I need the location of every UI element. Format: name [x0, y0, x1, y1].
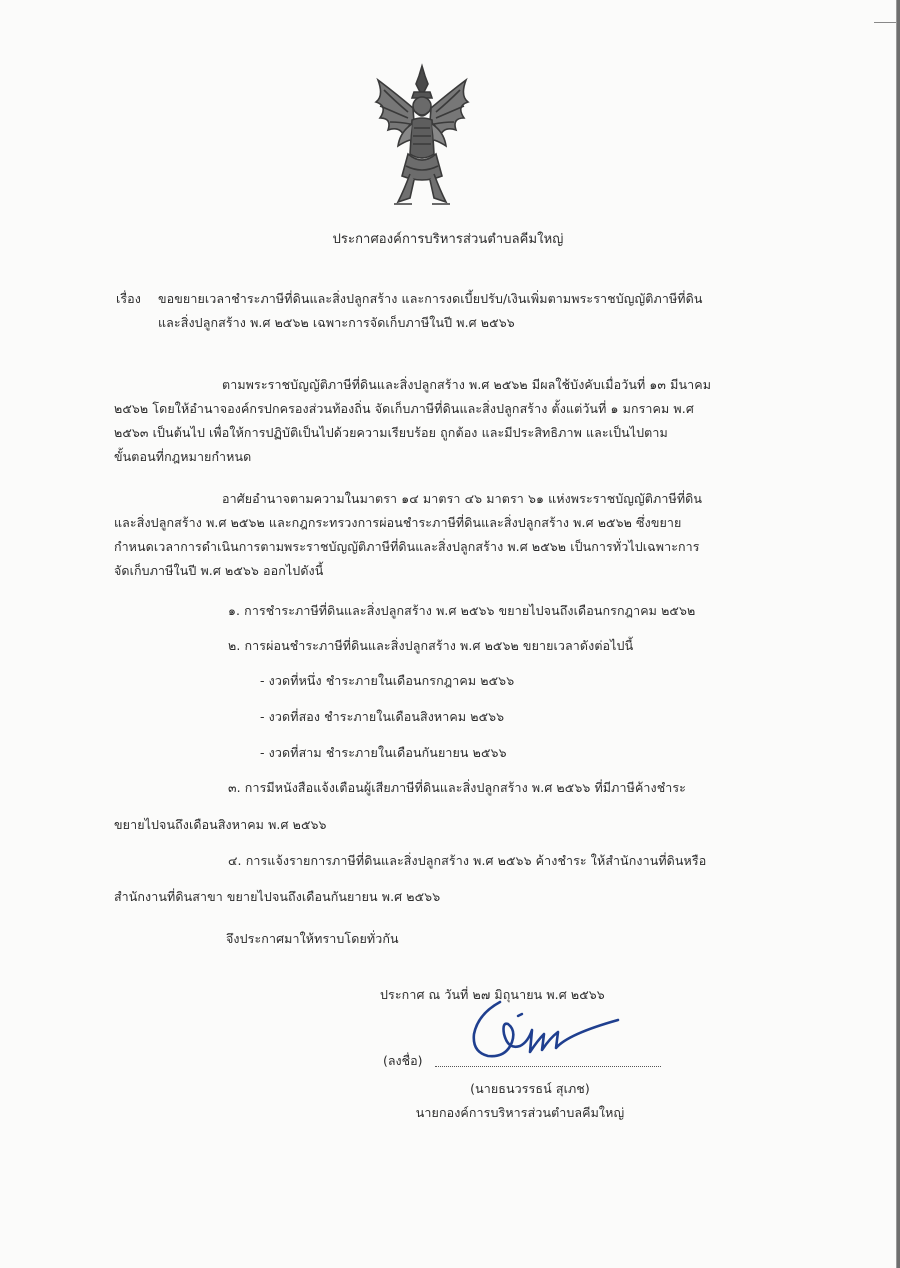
- paragraph-line: ขั้นตอนที่กฎหมายกำหนด: [114, 449, 252, 464]
- list-item: ๔. การแจ้งรายการภาษีที่ดินและสิ่งปลูกสร้าง พ.ศ ๒๕๖๖ ค้างชำระ ให้สำนักงานที่ดินหรือ: [228, 853, 707, 868]
- paragraph-line: ๒๕๖๒ โดยให้อำนาจองค์กรปกครองส่วนท้องถิ่น จัดเก็บภาษีที่ดินและสิ่งปลูกสร้าง ตั้งแต่วันที่ ๑ มกราคม พ.ศ: [114, 401, 694, 416]
- paragraph-line: อาศัยอำนาจตามความในมาตรา ๑๔ มาตรา ๔๖ มาตรา ๖๑ แห่งพระราชบัญญัติภาษีที่ดิน: [222, 491, 703, 506]
- signer-title: นายกองค์การบริหารส่วนตำบลคีมใหญ่: [415, 1105, 625, 1120]
- list-item: ๒. การผ่อนชำระภาษีที่ดินและสิ่งปลูกสร้าง พ.ศ ๒๕๖๒ ขยายเวลาดังต่อไปนี้: [228, 638, 634, 653]
- list-item: ๓. การมีหนังสือแจ้งเตือนผู้เสียภาษีที่ดินและสิ่งปลูกสร้าง พ.ศ ๒๕๖๖ ที่มีภาษีค้างชำระ: [228, 780, 686, 795]
- list-item-continuation: สำนักงานที่ดินสาขา ขยายไปจนถึงเดือนกันยายน พ.ศ ๒๕๖๖: [114, 889, 441, 904]
- page-edge-mark: [874, 22, 896, 23]
- subject-label: เรื่อง: [116, 291, 141, 306]
- garuda-emblem-icon: [370, 62, 474, 212]
- handwritten-signature: [458, 994, 633, 1074]
- list-item-continuation: ขยายไปจนถึงเดือนสิงหาคม พ.ศ ๒๕๖๖: [114, 817, 327, 832]
- subject-line: ขอขยายเวลาชำระภาษีที่ดินและสิ่งปลูกสร้าง และการงดเบี้ยปรับ/เงินเพิ่มตามพระราชบัญญัติภาษีที่ดิน: [158, 291, 703, 306]
- sub-list-item: - งวดที่สอง ชำระภายในเดือนสิงหาคม ๒๕๖๖: [260, 709, 505, 724]
- paragraph-line: ๒๕๖๓ เป็นต้นไป เพื่อให้การปฏิบัติเป็นไปด้วยความเรียบร้อย ถูกต้อง และมีประสิทธิภาพ และเป็นไปตาม: [114, 425, 668, 440]
- paragraph-line: จัดเก็บภาษีในปี พ.ศ ๒๕๖๖ ออกไปดังนี้: [114, 563, 324, 578]
- page-title: ประกาศองค์การบริหารส่วนตำบลคีมใหญ่: [332, 232, 564, 247]
- signer-name: (นายธนวรรธน์ สุเภช): [470, 1081, 590, 1096]
- subject-line: และสิ่งปลูกสร้าง พ.ศ ๒๕๖๒ เฉพาะการจัดเก็บภาษีในปี พ.ศ ๒๕๖๖: [158, 315, 515, 330]
- list-item: ๑. การชำระภาษีที่ดินและสิ่งปลูกสร้าง พ.ศ ๒๕๖๖ ขยายไปจนถึงเดือนกรกฎาคม ๒๕๖๒: [228, 603, 696, 618]
- paragraph-line: ตามพระราชบัญญัติภาษีที่ดินและสิ่งปลูกสร้าง พ.ศ ๒๕๖๒ มีผลใช้บังคับเมื่อวันที่ ๑๓ มีนาคม: [222, 377, 712, 392]
- sub-list-item: - งวดที่หนึ่ง ชำระภายในเดือนกรกฎาคม ๒๕๖๖: [260, 673, 515, 688]
- closing-statement: จึงประกาศมาให้ทราบโดยทั่วกัน: [226, 931, 399, 946]
- paragraph-line: และสิ่งปลูกสร้าง พ.ศ ๒๕๖๒ และกฎกระทรวงการผ่อนชำระภาษีที่ดินและสิ่งปลูกสร้าง พ.ศ ๒๕๖๒ ซึ่งขยาย: [114, 515, 682, 530]
- sub-list-item: - งวดที่สาม ชำระภายในเดือนกันยายน ๒๕๖๖: [260, 745, 507, 760]
- sign-prefix: (ลงชื่อ): [383, 1053, 423, 1068]
- paragraph-line: กำหนดเวลาการดำเนินการตามพระราชบัญญัติภาษีที่ดินและสิ่งปลูกสร้าง พ.ศ ๒๕๖๒ เป็นการทั่วไปเฉพาะการ: [114, 539, 700, 554]
- announcement-date: ประกาศ ณ วันที่ ๒๗ มิถุนายน พ.ศ ๒๕๖๖: [380, 987, 605, 1002]
